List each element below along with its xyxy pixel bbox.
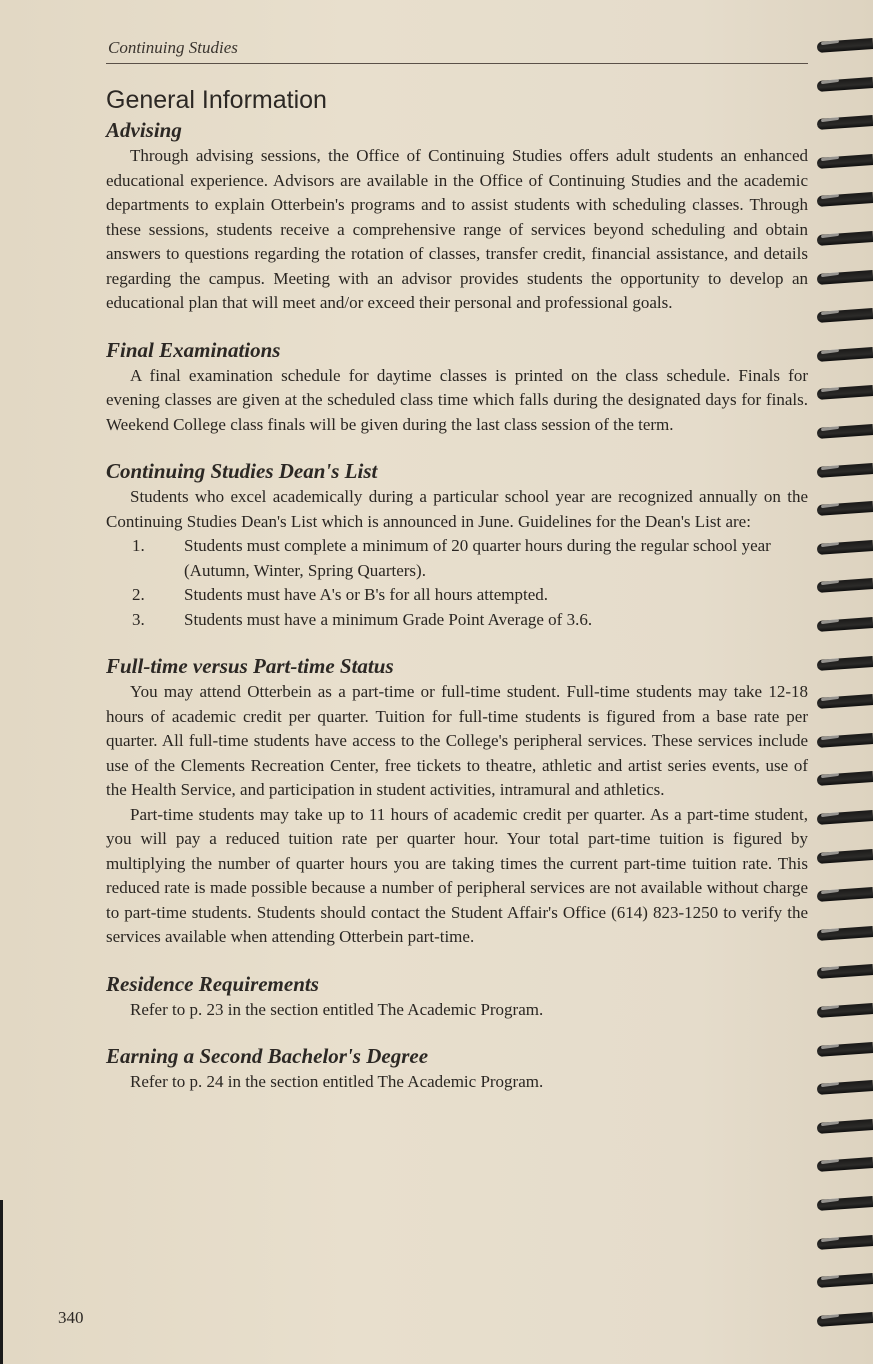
section-residence-requirements — [106, 970, 808, 1023]
section-title: Residence Requirements — [106, 971, 319, 996]
binding-coil — [815, 538, 873, 558]
section-title: Advising — [106, 118, 182, 142]
binding-coil — [815, 1040, 873, 1060]
binding-coil — [815, 962, 873, 982]
binding-coil — [815, 615, 873, 635]
section-full-vs-part-time — [106, 652, 808, 950]
section-advising — [106, 116, 808, 316]
binding-coil — [815, 1271, 873, 1291]
list-text: Students must have A's or B's for all hours attempted. — [184, 585, 549, 604]
binding-coil — [815, 1310, 873, 1330]
paragraph: A final examination schedule for daytime classes is printed on the class schedule. Finals for evening classes are given at the scheduled class time which falls during the designated days for finals. Weekend College class finals will be given during the last class session of the term. — [106, 365, 808, 434]
binding-coil — [815, 383, 873, 403]
binding-coil — [815, 422, 873, 442]
list-item — [106, 608, 808, 633]
section-deans-list — [106, 457, 808, 632]
binding-coil — [815, 924, 873, 944]
binding-coil — [815, 769, 873, 789]
binding-coil — [815, 190, 873, 210]
binding-coil — [815, 885, 873, 905]
paragraph: You may attend Otterbein as a part-time or full-time student. Full-time students may take 12-18 hours of academic credit per quarter. Tuition for full-time students is figured from a base rate per quarter. All full-time students have access to the College's peripheral services. These services include use of the Clements Recreation Center, free tickets to theatre, athletic and artist series events, use of the Health Service, and participation in student activities, intramural and athletics. — [106, 682, 808, 799]
binding-coil — [815, 113, 873, 133]
paragraph: Refer to p. 24 in the section entitled The Academic Program. — [130, 1072, 544, 1091]
binding-coil — [815, 75, 873, 95]
guidelines-list — [106, 534, 808, 632]
binding-coil — [815, 692, 873, 712]
list-number: 1. — [132, 536, 145, 555]
paragraph: Refer to p. 23 in the section entitled The Academic Program. — [130, 999, 544, 1019]
list-text: Students must complete a minimum of 20 quarter hours during the regular school year (Autumn, Winter, Spring Quarters). — [184, 536, 771, 580]
binding-coil — [815, 268, 873, 288]
binding-coil — [815, 1155, 873, 1175]
paragraph: Students who excel academically during a particular school year are recognized annually on the Continuing Studies Dean's List which is announced in June. Guidelines for the Dean's List are: — [106, 487, 808, 531]
binding-coil — [815, 1233, 873, 1253]
list-item — [106, 583, 808, 608]
list-text: Students must have a minimum Grade Point Average of 3.6. — [184, 609, 593, 629]
section-title: Earning a Second Bachelor's Degree — [106, 1044, 429, 1068]
section-title: Final Examinations — [106, 337, 281, 362]
binding-coil — [815, 152, 873, 172]
list-number: 2. — [132, 585, 145, 604]
list-number: 3. — [132, 609, 145, 629]
list-item — [106, 534, 808, 583]
binding-coil — [815, 1117, 873, 1137]
page-number: 340 — [58, 1308, 84, 1327]
running-header: Continuing Studies — [108, 38, 238, 57]
binding-coil — [815, 576, 873, 596]
binding-coil — [815, 731, 873, 751]
page-edge-shadow — [0, 1200, 3, 1364]
spiral-binding — [811, 20, 873, 1350]
binding-coil — [815, 808, 873, 828]
section-final-examinations — [106, 336, 808, 438]
binding-coil — [815, 306, 873, 326]
binding-coil — [815, 847, 873, 867]
binding-coil — [815, 499, 873, 519]
binding-coil — [815, 461, 873, 481]
binding-coil — [815, 1194, 873, 1214]
section-second-bachelors — [106, 1042, 808, 1095]
page-title: General Information — [106, 86, 327, 114]
section-title: Full-time versus Part-time Status — [106, 654, 394, 678]
section-title: Continuing Studies Dean's List — [106, 459, 378, 483]
binding-coil — [815, 36, 873, 56]
paragraph: Through advising sessions, the Office of Continuing Studies offers adult students an enhanced educational experience. Advisors are available in the Office of Continuing Studies and the academic departments to explain Otterbein's programs and to assist students with scheduling classes. Through these sessions, students receive a comprehensive range of services beyond scheduling and obtain answers to questions regarding the rotation of classes, transfer credit, financial assistance, and details regarding the campus. Meeting with an advisor provides students the opportunity to develop an educational plan that will meet and/or exceed their personal and professional goals. — [106, 146, 808, 312]
binding-coil — [815, 1001, 873, 1021]
binding-coil — [815, 1078, 873, 1098]
page-content — [106, 84, 808, 1115]
binding-coil — [815, 345, 873, 365]
header-rule — [106, 63, 808, 64]
binding-coil — [815, 229, 873, 249]
binding-coil — [815, 654, 873, 674]
paragraph: Part-time students may take up to 11 hours of academic credit per quarter. As a part-time student, you will pay a reduced tuition rate per quarter hour. Your total part-time tuition is figured by multiplying the number of quarter hours you are taking times the current part-time tuition rate. This reduced rate is made possible because a number of peripheral services are not available without charge to part-time students. Students should contact the Student Affair's Office (614) 823-1250 to verify the services available when attending Otterbein part-time. — [106, 804, 808, 946]
